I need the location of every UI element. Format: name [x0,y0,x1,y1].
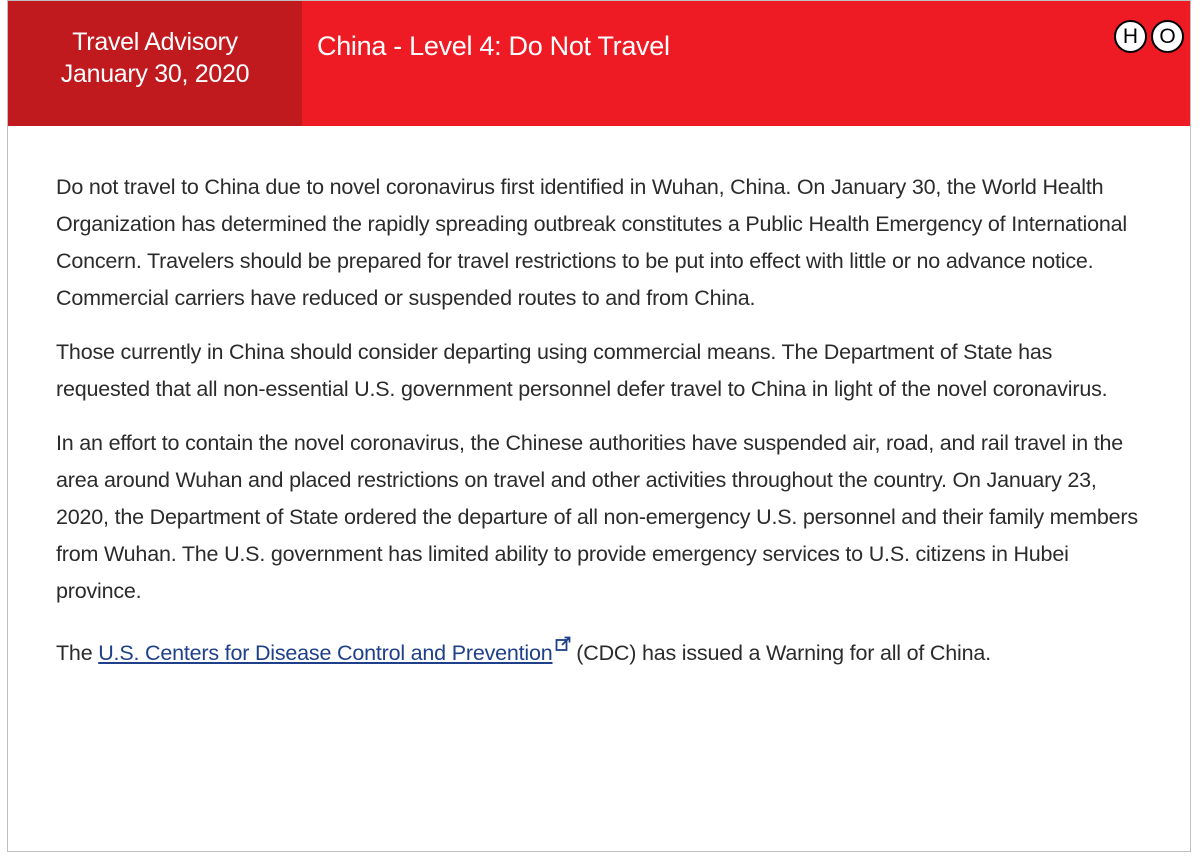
paragraph-cdc [56,627,1146,672]
advisory-date-panel [8,1,302,126]
cdc-suffix: (CDC) has issued a Warning for all of China. [570,641,991,666]
advisory-header [8,1,1190,126]
badge-h[interactable]: H [1114,20,1147,53]
paragraph-3: In an effort to contain the novel coronavirus, the Chinese authorities have suspended air, road, and rail travel in the area around Wuhan and placed restrictions on travel and other activities throughout the country. On January 23, 2020, the Department of State ordered the departure of all non-emergency U.S. personnel and their family members from Wuhan. The U.S. government has limited ability to provide emergency services to U.S. citizens in Hubei province. [56,431,1138,603]
advisory-date: January 30, 2020 [60,60,250,88]
paragraph-1: Do not travel to China due to novel coronavirus first identified in Wuhan, China. On January 30, the World Health Organization has determined the rapidly spreading outbreak constitutes a Public Health Emergency of International Concern. Travelers should be prepared for travel restrictions to be put into effect with little or no advance notice. Commercial carriers have reduced or suspended routes to and from China. [56,175,1127,310]
cdc-link[interactable]: U.S. Centers for Disease Control and Prevention [98,641,553,666]
badge-o[interactable]: O [1151,20,1184,53]
cdc-prefix: The [56,641,99,666]
travel-advisory-card [7,0,1191,852]
risk-indicator-badges [1114,20,1184,53]
external-link-icon[interactable] [555,627,571,664]
paragraph-2: Those currently in China should consider departing using commercial means. The Department of State has requested that all non-essential U.S. government personnel defer travel to China in light of the novel coronavirus. [56,340,1108,401]
advisory-body [56,169,1146,689]
advisory-title: China - Level 4: Do Not Travel [317,31,670,61]
advisory-label: Travel Advisory [72,28,238,56]
advisory-title-panel [302,1,1190,126]
